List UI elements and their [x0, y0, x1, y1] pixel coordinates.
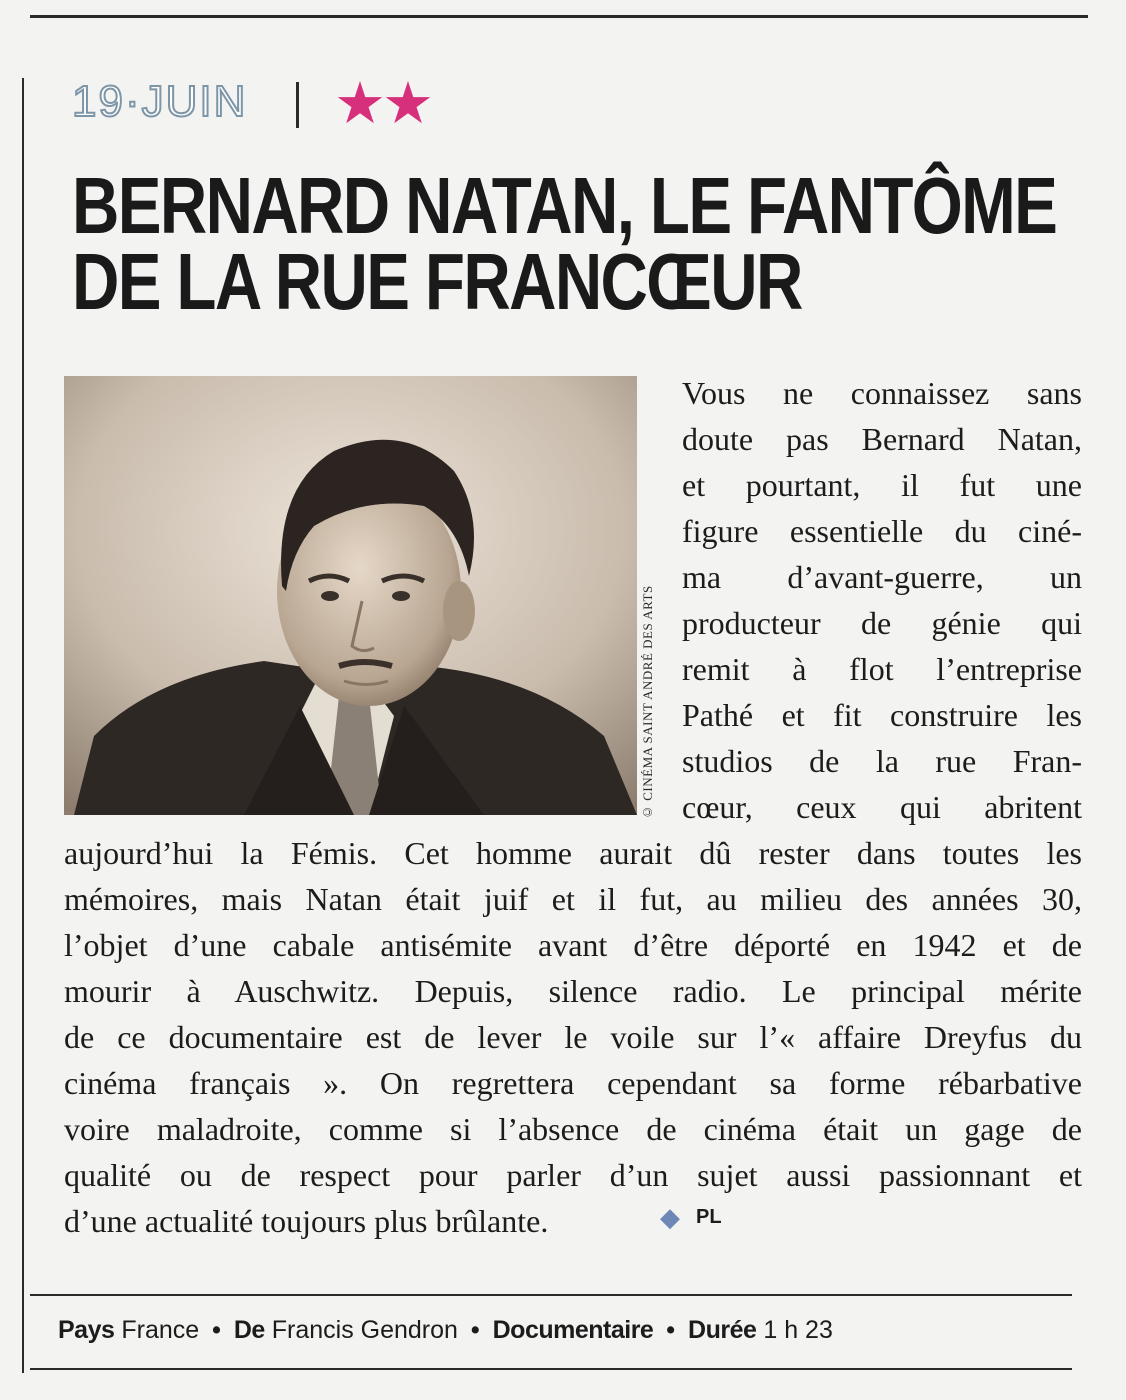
body-line: qualité ou de respect pour parler d’un sujet aussi passionnant et	[64, 1157, 1082, 1193]
body-line: voire maladroite, comme si l’absence de cinéma était un gage de	[64, 1111, 1082, 1147]
body-line: studios de la rue Fran-	[682, 743, 1082, 779]
diamond-icon: ◆	[660, 1203, 680, 1233]
footer-bottom-rule	[30, 1368, 1072, 1370]
body-line: de ce documentaire est de lever le voile sur l’« affaire Dreyfus du	[64, 1019, 1082, 1055]
body-right-column	[682, 370, 1082, 830]
body-line: doute pas Bernard Natan,	[682, 421, 1082, 457]
body-line: aujourd’hui la Fémis. Cet homme aurait dû rester dans toutes les	[64, 835, 1082, 871]
rating-stars: ★★	[334, 69, 430, 137]
left-rule	[22, 78, 24, 1373]
body-full-width	[64, 830, 1082, 1198]
body-line: l’objet d’une cabale antisémite avant d’être déporté en 1942 et de	[64, 927, 1082, 963]
portrait-photo	[64, 376, 637, 815]
body-line: mémoires, mais Natan était juif et il fut, au milieu des années 30,	[64, 881, 1082, 917]
body-line: et pourtant, il fut une	[682, 467, 1082, 503]
footer-top-rule	[30, 1294, 1072, 1296]
top-rule	[30, 15, 1088, 18]
portrait-illustration	[64, 376, 637, 815]
director-value: Francis Gendron	[271, 1316, 458, 1344]
headline-line-2: DE LA RUE FRANCŒUR	[72, 237, 802, 326]
pays-label: Pays	[58, 1316, 115, 1344]
headline	[72, 161, 1057, 326]
author-signature: PL	[696, 1206, 722, 1228]
body-line: Vous ne connaissez sans	[682, 375, 1082, 411]
film-details	[58, 1312, 833, 1348]
body-line: ma d’avant-guerre, un	[682, 559, 1082, 595]
body-line: mourir à Auschwitz. Depuis, silence radio. Le principal mérite	[64, 973, 1082, 1009]
photo-credit: © CINÉMA SAINT ANDRÉ DES ARTS	[640, 585, 655, 820]
pays-value: France	[121, 1316, 200, 1344]
de-label: De	[233, 1316, 265, 1344]
bullet: •	[666, 1316, 676, 1344]
headline-line-1: BERNARD NATAN, LE FANTÔME	[72, 161, 1057, 250]
duree-value: 1 h 23	[763, 1316, 833, 1344]
body-line: Pathé et fit construire les	[682, 697, 1082, 733]
duree-label: Durée	[688, 1316, 757, 1344]
body-line: cinéma français ». On regrettera cependant sa forme rébarbative	[64, 1065, 1082, 1101]
body-line: figure essentielle du ciné-	[682, 513, 1082, 549]
release-date: 19·JUIN	[72, 77, 248, 126]
body-line: producteur de génie qui	[682, 605, 1082, 641]
bullet: •	[470, 1316, 480, 1344]
body-last-line: d’une actualité toujours plus brûlante.	[64, 1203, 549, 1239]
bullet: •	[212, 1316, 221, 1344]
genre-value: Documentaire	[492, 1316, 654, 1344]
body-line: cœur, ceux qui abritent	[682, 789, 1082, 825]
header-separator	[296, 82, 299, 128]
body-line: remit à flot l’entreprise	[682, 651, 1082, 687]
